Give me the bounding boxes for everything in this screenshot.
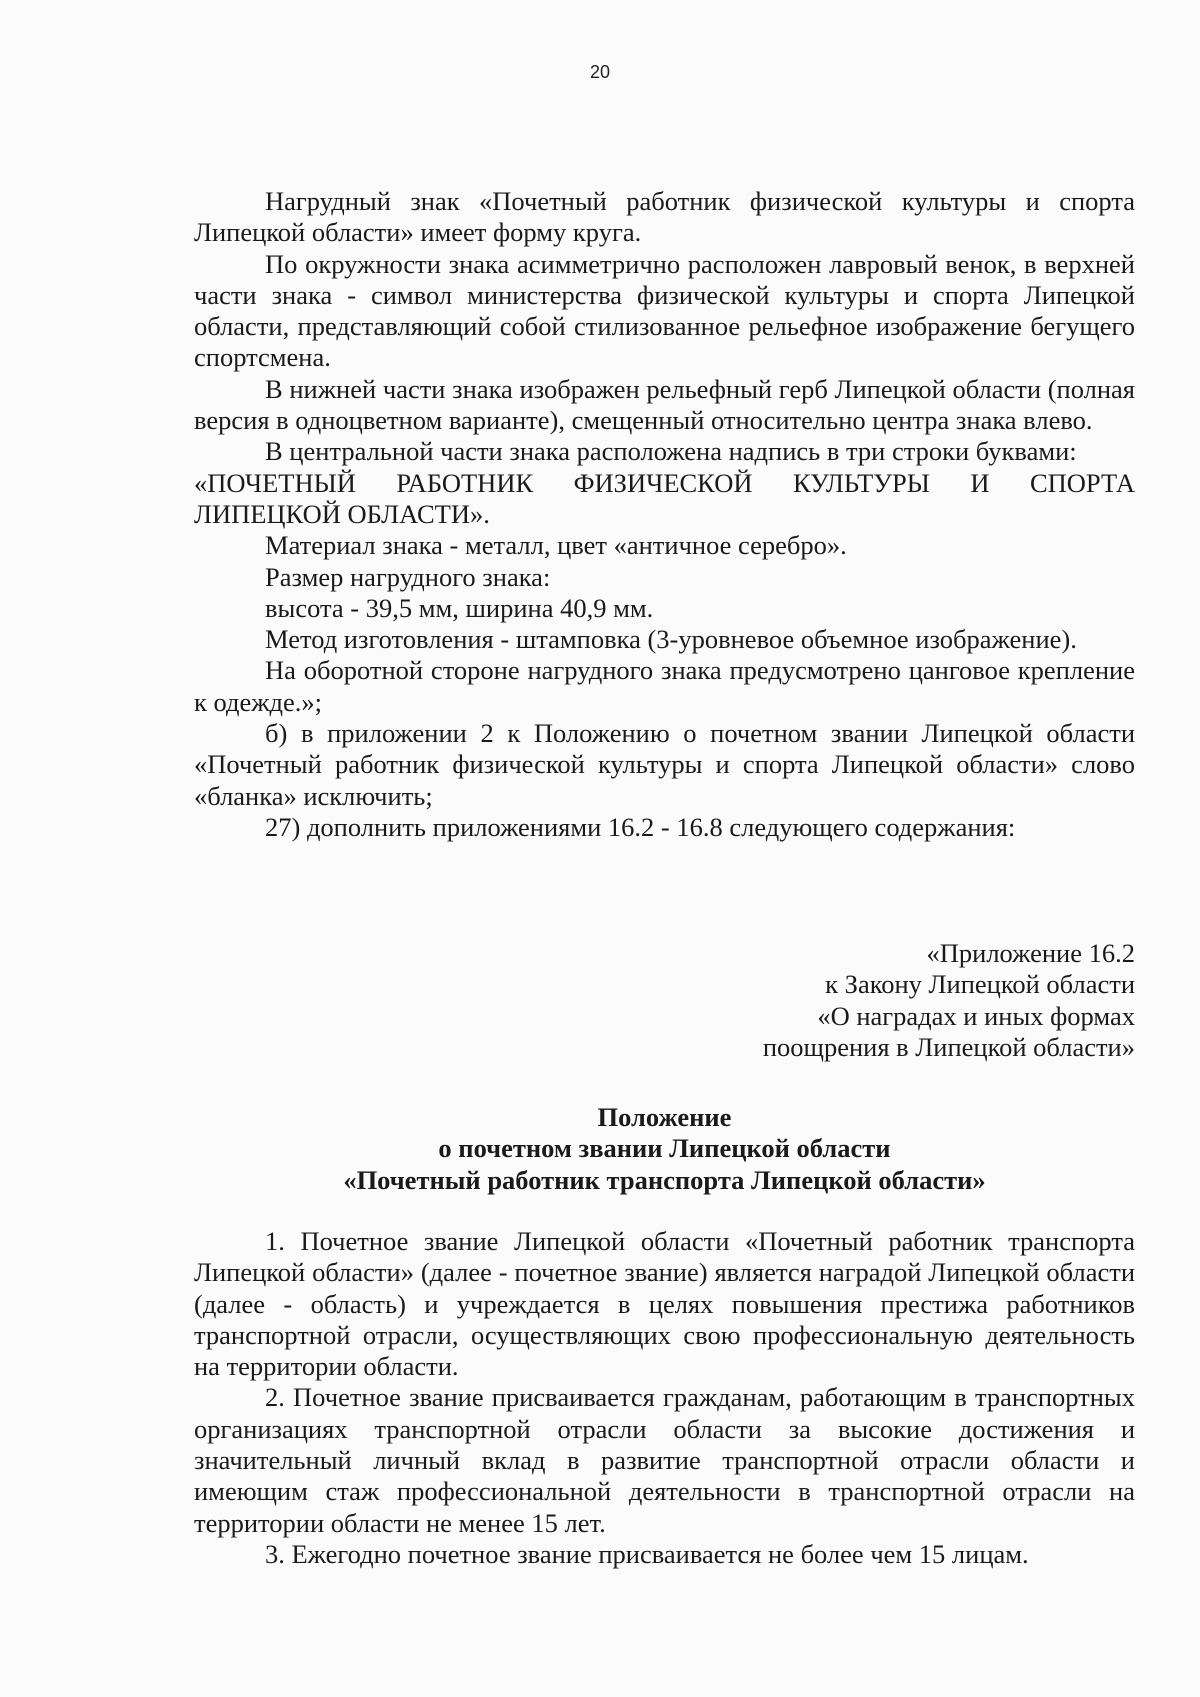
appendix-line: к Закону Липецкой области	[825, 969, 1135, 1000]
heading-line: о почетном звании Липецкой области	[438, 1133, 891, 1164]
page-number: 20	[589, 62, 611, 82]
paragraph: Нагрудный знак «Почетный работник физической культуры и спорта Липецкой области» имеет форму круга.	[194, 186, 1135, 248]
paragraph: высота - 39,5 мм, ширина 40,9 мм.	[265, 592, 654, 623]
paragraph: 27) дополнить приложениями 16.2 - 16.8 следующего содержания:	[265, 811, 1016, 842]
paragraph: б) в приложении 2 к Положению о почетном звании Липецкой области «Почетный работник физической культуры и спорта Липецкой области» слово «бланка» исключить;	[194, 718, 1135, 811]
section-heading	[194, 1102, 1135, 1196]
paragraph: На оборотной стороне нагрудного знака предусмотрено цанговое крепление к одежде.»;	[194, 655, 1135, 717]
paragraph: По окружности знака асимметрично расположен лавровый венок, в верхней части знака - символ министерства физической культуры и спорта Липецкой области, представляющий собой стилизованное рельефное изображение бегущего спортсмена.	[194, 248, 1135, 373]
paragraph: 3. Ежегодно почетное звание присваивается не более чем 15 лицам.	[265, 1538, 1029, 1569]
heading-line: Положение	[597, 1102, 732, 1132]
appendix-reference	[600, 938, 1135, 1063]
body-text-lower	[194, 1226, 1135, 1570]
inscription-line: «ПОЧЕТНЫЙ РАБОТНИК ФИЗИЧЕСКОЙ КУЛЬТУРЫ И СПОРТА	[194, 467, 1135, 498]
heading-line: «Почетный работник транспорта Липецкой области»	[343, 1164, 986, 1195]
paragraph: В нижней части знака изображен рельефный герб Липецкой области (полная версия в одноцветном варианте), смещенный относительно центра знака влево.	[194, 373, 1135, 436]
paragraph: Размер нагрудного знака:	[265, 561, 551, 592]
paragraph: Материал знака - металл, цвет «античное серебро».	[265, 530, 847, 561]
paragraph: 1. Почетное звание Липецкой области «Почетный работник транспорта Липецкой области» (далее - почетное звание) является наградой Липецкой области (далее - область) и учреждается в целях повышения престижа работников транспортной отрасли, осуществляющих свою профессиональную деятельность на территории области.	[194, 1226, 1135, 1382]
paragraph: Метод изготовления - штамповка (3-уровневое объемное изображение).	[265, 624, 1077, 655]
body-text-upper	[194, 186, 1135, 843]
appendix-line: «О наградах и иных формах	[817, 1000, 1135, 1031]
paragraph: 2. Почетное звание присваивается гражданам, работающим в транспортных организациях транспортной отрасли области за высокие достижения и значительный личный вклад в развитие транспортной отрасли области и имеющим стаж профессиональной деятельности в транспортной отрасли на территории области не менее 15 лет.	[194, 1382, 1135, 1538]
appendix-line: «Приложение 16.2	[926, 938, 1135, 968]
paragraph: В центральной части знака расположена надпись в три строки буквами:	[265, 436, 1077, 467]
inscription-line: ЛИПЕЦКОЙ ОБЛАСТИ».	[194, 498, 490, 529]
appendix-line: поощрения в Липецкой области»	[762, 1031, 1135, 1062]
